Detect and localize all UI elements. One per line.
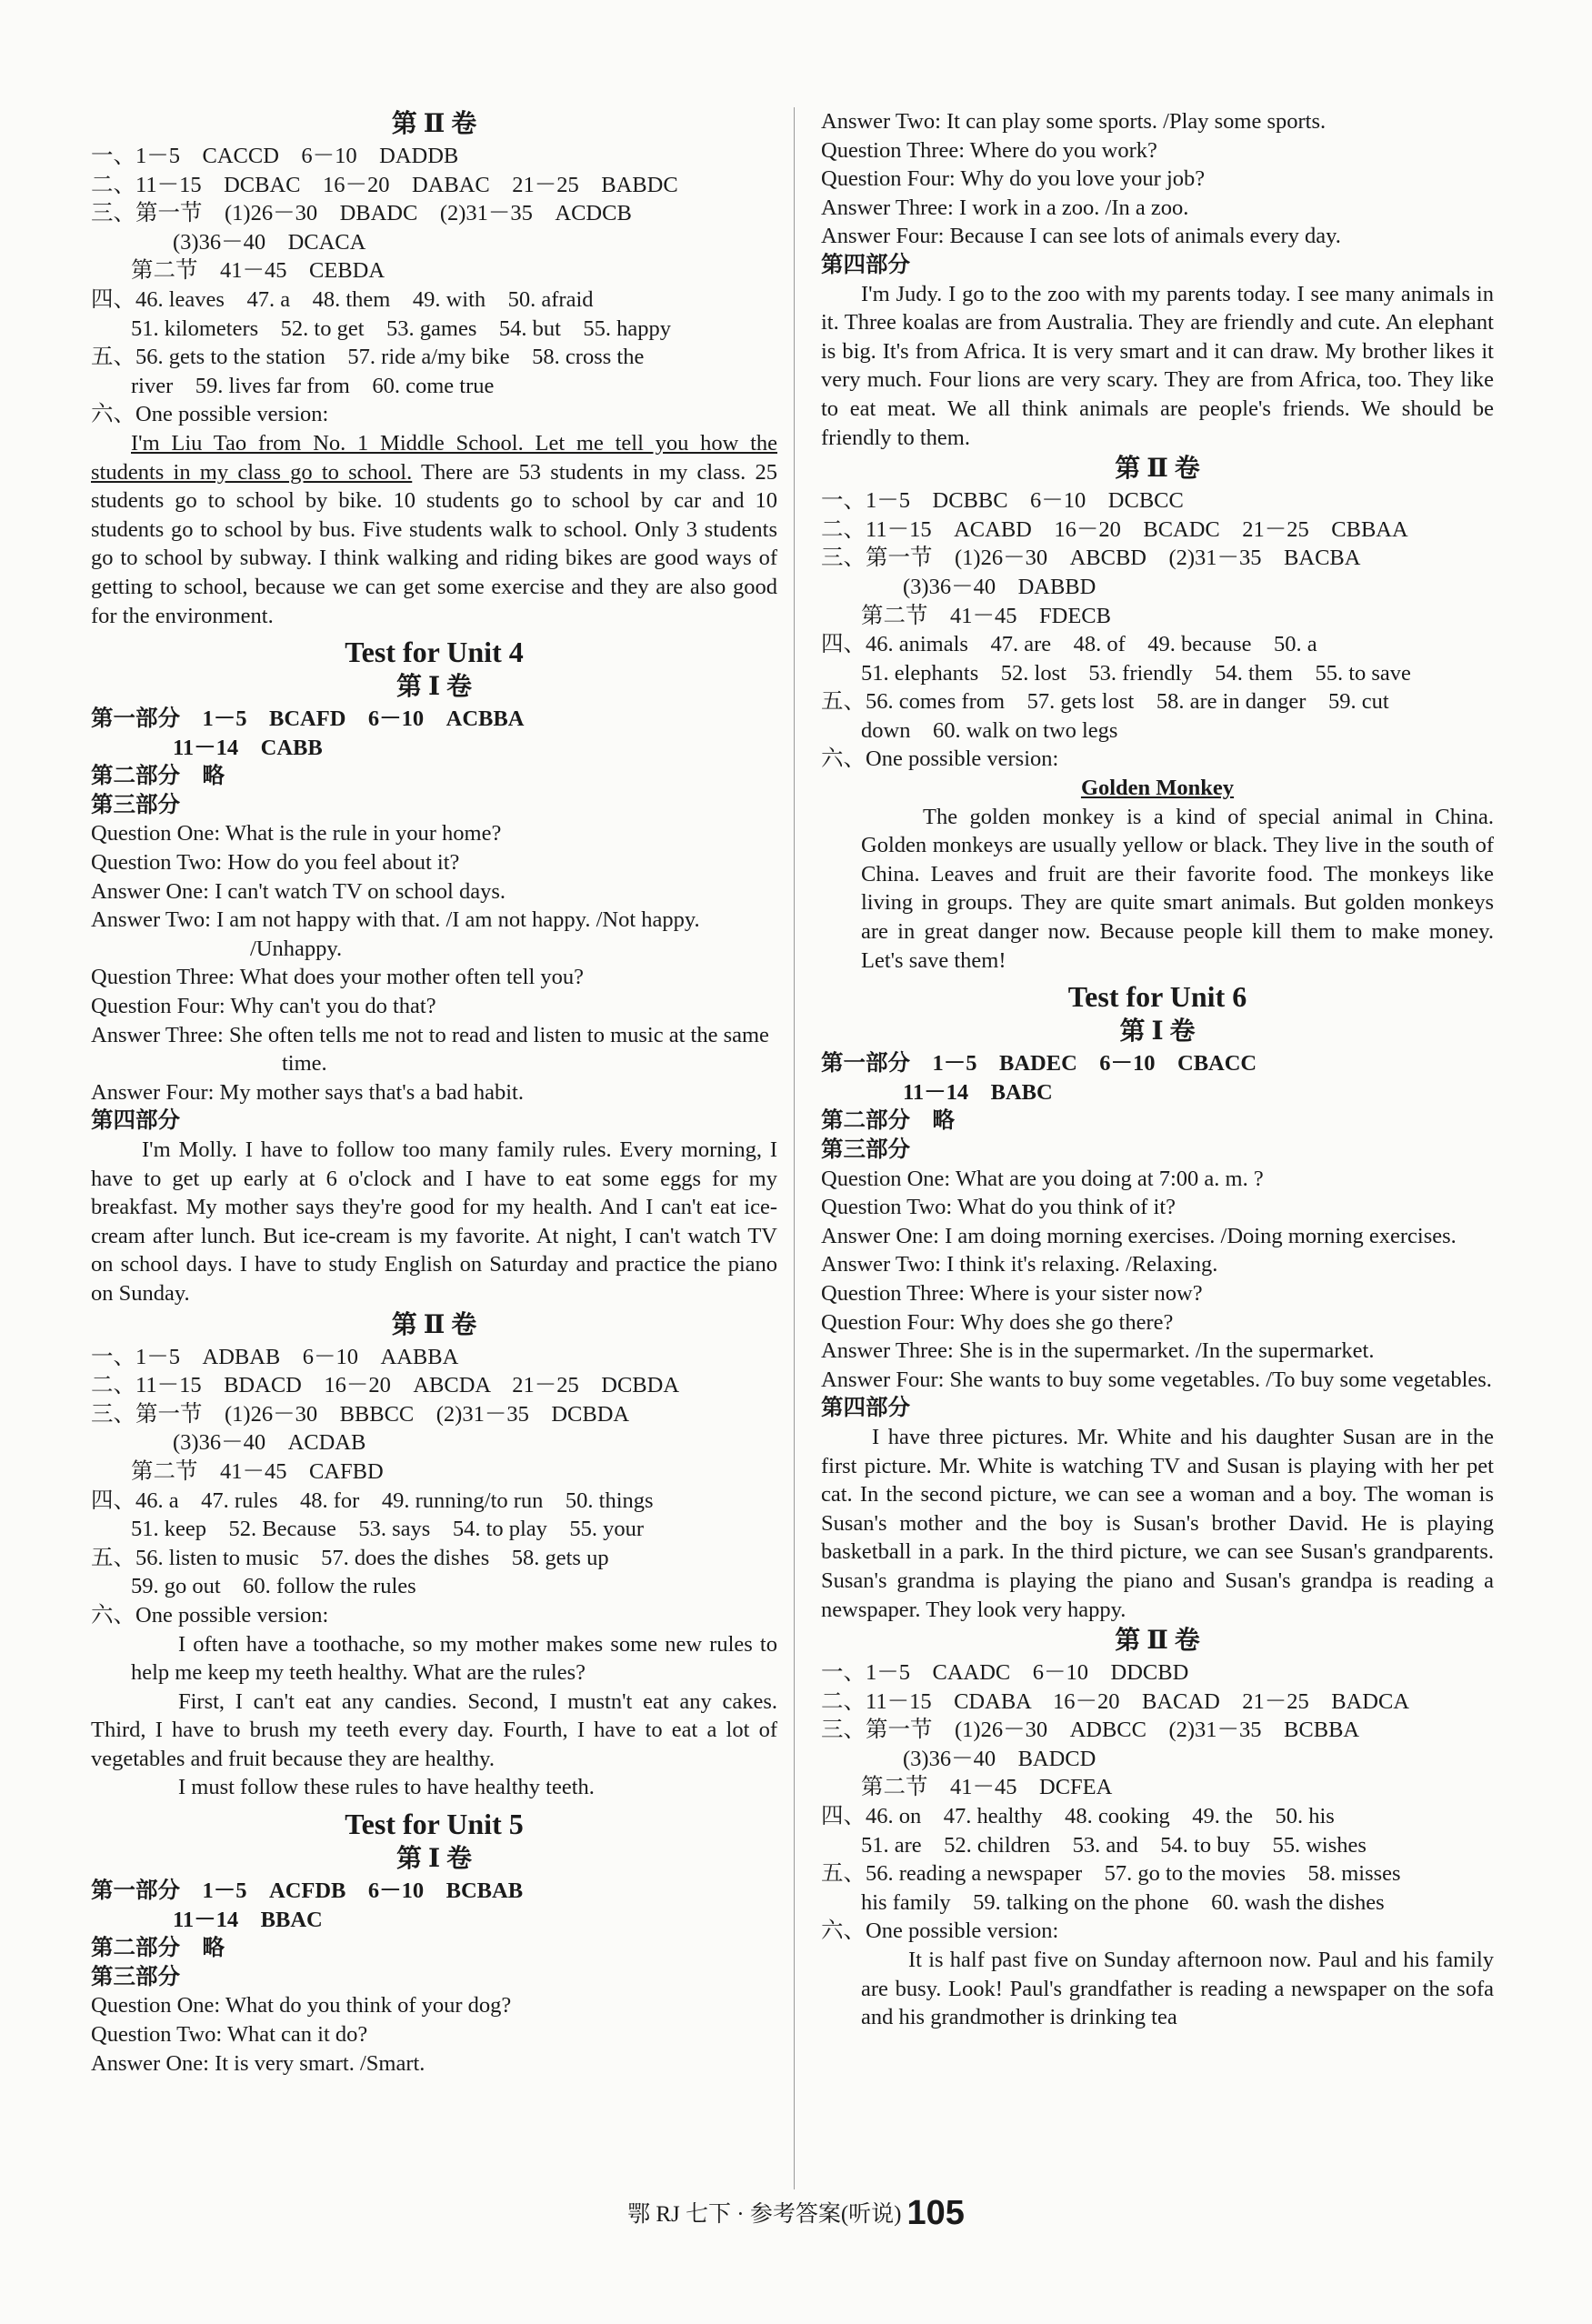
- section-label: 第二部分 略: [821, 1108, 955, 1134]
- section-label: 第三部分: [91, 1964, 180, 1989]
- answer-line: 五、56. listen to music 57. does the dishes 58. gets up: [91, 1545, 609, 1570]
- answer-line: Answer Three: I work in a zoo. /In a zoo.: [821, 195, 1189, 220]
- answer-line: 11－14 BABC: [903, 1079, 1053, 1105]
- answer-line: 四、46. on 47. healthy 48. cooking 49. the 50. his: [821, 1804, 1335, 1829]
- listening-text: I'm Judy. I go to the zoo with my parents today. I see many animals in it. Three koalas are from Australia. They are friendly and cute. An elephant is big. It's from Africa. It is very smart and it can draw. My brother likes it very much. Four lions are very scary. They are from Africa, too. They like to eat meat. We all think animals are people's friends. We should be friendly to them.: [821, 281, 1494, 450]
- answer-line: 一、1－5 DCBBC 6－10 DCBCC: [821, 488, 1184, 514]
- answer-line: 第一部分 1－5 ACFDB 6－10 BCBAB: [91, 1878, 524, 1904]
- answer-line: (3)36－40 DABBD: [903, 574, 1096, 599]
- answer-line: 51. kilometers 52. to get 53. games 54. but 55. happy: [131, 316, 672, 341]
- answer-line: 第二节 41－45 FDECB: [861, 603, 1111, 628]
- answer-line: 五、56. gets to the station 57. ride a/my bike 58. cross the: [91, 345, 645, 370]
- unit4-part2-heading: 第 Ⅱ 卷: [391, 1310, 477, 1339]
- page-footer: [0, 2195, 1592, 2233]
- unit6-part1-heading: 第 Ⅰ 卷: [1119, 1017, 1196, 1047]
- essay-title: Golden Monkey: [1080, 776, 1235, 801]
- answer-line: 六、One possible version:: [821, 1918, 1059, 1944]
- answer-line: 59. go out 60. follow the rules: [131, 1574, 416, 1599]
- answer-line: 四、46. leaves 47. a 48. them 49. with 50. afraid: [91, 286, 594, 312]
- answer-line: 六、One possible version:: [821, 746, 1059, 772]
- answer-line: 二、11－15 DCBAC 16－20 DABAC 21－25 BABDC: [91, 172, 678, 197]
- answer-line: Answer One: It is very smart. /Smart.: [91, 2050, 426, 2076]
- answer-line: Answer Three: She is in the supermarket. /In the supermarket.: [821, 1338, 1375, 1364]
- question-line: Question One: What are you doing at 7:00 a. m. ?: [821, 1166, 1264, 1191]
- answer-line: 51. are 52. children 53. and 54. to buy 55. wishes: [861, 1832, 1367, 1858]
- answer-line: Answer Two: It can play some sports. /Play some sports.: [821, 109, 1327, 134]
- answer-line: 二、11－15 CDABA 16－20 BACAD 21－25 BADCA: [821, 1688, 1410, 1714]
- footer-label: 鄂 RJ 七下 · 参考答案(听说): [627, 2202, 902, 2227]
- answer-line: 51. keep 52. Because 53. says 54. to play 55. your: [131, 1517, 645, 1542]
- answer-line: 11－14 CABB: [173, 735, 323, 760]
- answer-line: Answer Four: Because I can see lots of animals every day.: [821, 224, 1341, 249]
- question-line: Question One: What is the rule in your home?: [91, 821, 502, 846]
- unit3-part2-heading: 第 Ⅱ 卷: [391, 110, 477, 138]
- sample-essay: It is half past five on Sunday afternoon now. Paul and his family are busy. Look! Paul's grandfather is reading a newspaper on the sofa and his grandmother is drinking tea: [861, 1948, 1494, 2030]
- question-line: Question Two: What do you think of it?: [821, 1195, 1176, 1220]
- answer-line: 第二节 41－45 CEBDA: [131, 258, 385, 284]
- answer-line: 一、1－5 CACCD 6－10 DADDB: [91, 144, 459, 168]
- answer-line: his family 59. talking on the phone 60. wash the dishes: [861, 1889, 1385, 1915]
- question-line: Question Three: What does your mother often tell you?: [91, 965, 585, 990]
- answer-line: 第二节 41－45 DCFEA: [861, 1775, 1113, 1800]
- unit6-part2-heading: 第 Ⅱ 卷: [1115, 1627, 1200, 1656]
- sample-essay: First, I can't eat any candies. Second, I mustn't eat any cakes. Third, I have to brush my teeth every day. Fourth, I have to eat a lot of vegetables and fruit because they are healthy.: [91, 1688, 777, 1771]
- unit4-title: Test for Unit 4: [345, 636, 524, 669]
- answer-line: Answer Four: She wants to buy some vegetables. /To buy some vegetables.: [821, 1367, 1492, 1392]
- essay-underlined: I'm Liu Tao from No. 1 Middle School. Let me tell you how the students in my class go to school.: [91, 430, 777, 485]
- answer-line: 一、1－5 CAADC 6－10 DDCBD: [821, 1660, 1189, 1686]
- question-line: Question Two: What can it do?: [91, 2022, 368, 2048]
- answer-line: 第二节 41－45 CAFBD: [131, 1458, 384, 1484]
- answer-line: 四、46. animals 47. are 48. of 49. because 50. a: [821, 632, 1317, 657]
- answer-line: river 59. lives far from 60. come true: [131, 373, 495, 398]
- question-line: Question One: What do you think of your dog?: [91, 1993, 512, 2018]
- answer-line: 二、11－15 ACABD 16－20 BCADC 21－25 CBBAA: [821, 516, 1408, 542]
- answer-line: (3)36－40 ACDAB: [173, 1430, 366, 1456]
- unit5-part2-heading: 第 Ⅱ 卷: [1115, 455, 1200, 484]
- answer-line: Answer Three: She often tells me not to read and listen to music at the same time.: [91, 1022, 769, 1077]
- unit4-part1-heading: 第 Ⅰ 卷: [395, 673, 473, 702]
- left-column: [91, 107, 777, 2078]
- answer-line: 五、56. reading a newspaper 57. go to the movies 58. misses: [821, 1861, 1401, 1887]
- answer-line: (3)36－40 BADCD: [903, 1746, 1096, 1771]
- answer-line: 第一部分 1－5 BADEC 6－10 CBACC: [821, 1051, 1257, 1077]
- answer-line: 三、第一节 (1)26－30 ADBCC (2)31－35 BCBBA: [821, 1718, 1360, 1743]
- question-line: Question Four: Why can't you do that?: [91, 994, 436, 1019]
- section-label: 第三部分: [91, 792, 180, 817]
- question-line: Question Three: Where do you work?: [821, 137, 1157, 163]
- sample-essay: [91, 429, 777, 630]
- answer-line: 三、第一节 (1)26－30 ABCBD (2)31－35 BACBA: [821, 546, 1361, 571]
- answer-line: Answer Two: I am not happy with that. /I am not happy. /Not happy. /Unhappy.: [91, 907, 700, 961]
- sample-essay: I must follow these rules to have healthy teeth.: [178, 1775, 595, 1800]
- answer-line: (3)36－40 DCACA: [173, 229, 366, 255]
- section-label: 第二部分 略: [91, 764, 225, 789]
- unit5-title: Test for Unit 5: [345, 1808, 524, 1841]
- answer-line: 二、11－15 BDACD 16－20 ABCDA 21－25 DCBDA: [91, 1373, 680, 1398]
- answer-line: 第一部分 1－5 BCAFD 6－10 ACBBA: [91, 706, 525, 732]
- answer-line: 11－14 BBAC: [173, 1907, 323, 1932]
- section-label: 第四部分: [91, 1108, 180, 1134]
- sample-essay: I often have a toothache, so my mother makes some new rules to help me keep my teeth healthy. What are the rules?: [131, 1631, 777, 1686]
- listening-text: I'm Molly. I have to follow too many family rules. Every morning, I have to get up early at 6 o'clock and I have to eat some eggs for my breakfast. My mother says they're good for my health. And I can't eat ice-cream after lunch. But ice-cream is my favorite. At night, I can't watch TV on school days. I have to study English on Saturday and practice the piano on Sunday.: [91, 1137, 777, 1306]
- column-divider: [794, 107, 795, 2189]
- answer-line: Answer One: I am doing morning exercises. /Doing morning exercises.: [821, 1223, 1457, 1248]
- listening-text: I have three pictures. Mr. White and his daughter Susan are in the first picture. Mr. White is watching TV and Susan is playing with her pet cat. In the second picture, we can see a woman and a boy. The woman is Susan's mother and the boy is Susan's brother David. He is playing basketball in a park. In the third picture, we can see Susan's grandparents. Susan's grandma is playing the piano and Susan's grandpa is reading a newspaper. They look very happy.: [821, 1424, 1494, 1622]
- answer-line: 六、One possible version:: [91, 1602, 329, 1628]
- answer-line: down 60. walk on two legs: [861, 717, 1118, 743]
- answer-line: 一、1－5 ADBAB 6－10 AABBA: [91, 1344, 459, 1369]
- page-number: 105: [906, 2194, 965, 2232]
- unit5-part1-heading: 第 Ⅰ 卷: [395, 1845, 473, 1874]
- answer-line: Answer One: I can't watch TV on school days.: [91, 878, 506, 904]
- unit6-title: Test for Unit 6: [1067, 980, 1247, 1014]
- question-line: Question Four: Why do you love your job?: [821, 166, 1206, 192]
- answer-line: Answer Two: I think it's relaxing. /Relaxing.: [821, 1252, 1218, 1277]
- sample-essay: The golden monkey is a kind of special animal in China. Golden monkeys are usually yellow or black. They live in the south of China. Leaves and fruit are their favorite food. The monkeys like living in groups. They are quite smart animals. But golden monkeys are in great danger now. Because people kill them to make money. Let's save them!: [861, 804, 1494, 973]
- section-label: 第三部分: [821, 1137, 910, 1162]
- section-label: 第四部分: [821, 1396, 910, 1421]
- answer-line: 四、46. a 47. rules 48. for 49. running/to run 50. things: [91, 1488, 654, 1513]
- question-line: Question Four: Why does she go there?: [821, 1309, 1174, 1335]
- question-line: Question Two: How do you feel about it?: [91, 850, 460, 876]
- answer-line: Answer Four: My mother says that's a bad habit.: [91, 1079, 524, 1105]
- answer-line: 51. elephants 52. lost 53. friendly 54. them 55. to save: [861, 660, 1411, 686]
- right-column: [821, 107, 1494, 2032]
- section-label: 第四部分: [821, 252, 910, 277]
- section-label: 第二部分 略: [91, 1936, 225, 1961]
- essay-text: There are 53 students in my class. 25 students go to school by bike. 10 students go to school by car and 10 students go to school by bus. Five students walk to school. Only 3 students go to school by subway. I think walking and riding bikes are good ways of getting to school, because we can get some exercise and they are also good for the environment.: [91, 459, 777, 628]
- answer-line: 三、第一节 (1)26－30 DBADC (2)31－35 ACDCB: [91, 201, 632, 226]
- answer-line: 三、第一节 (1)26－30 BBBCC (2)31－35 DCBDA: [91, 1401, 630, 1427]
- answer-line: 五、56. comes from 57. gets lost 58. are in danger 59. cut: [821, 689, 1389, 715]
- answer-line: 六、One possible version:: [91, 402, 329, 427]
- question-line: Question Three: Where is your sister now?: [821, 1280, 1203, 1306]
